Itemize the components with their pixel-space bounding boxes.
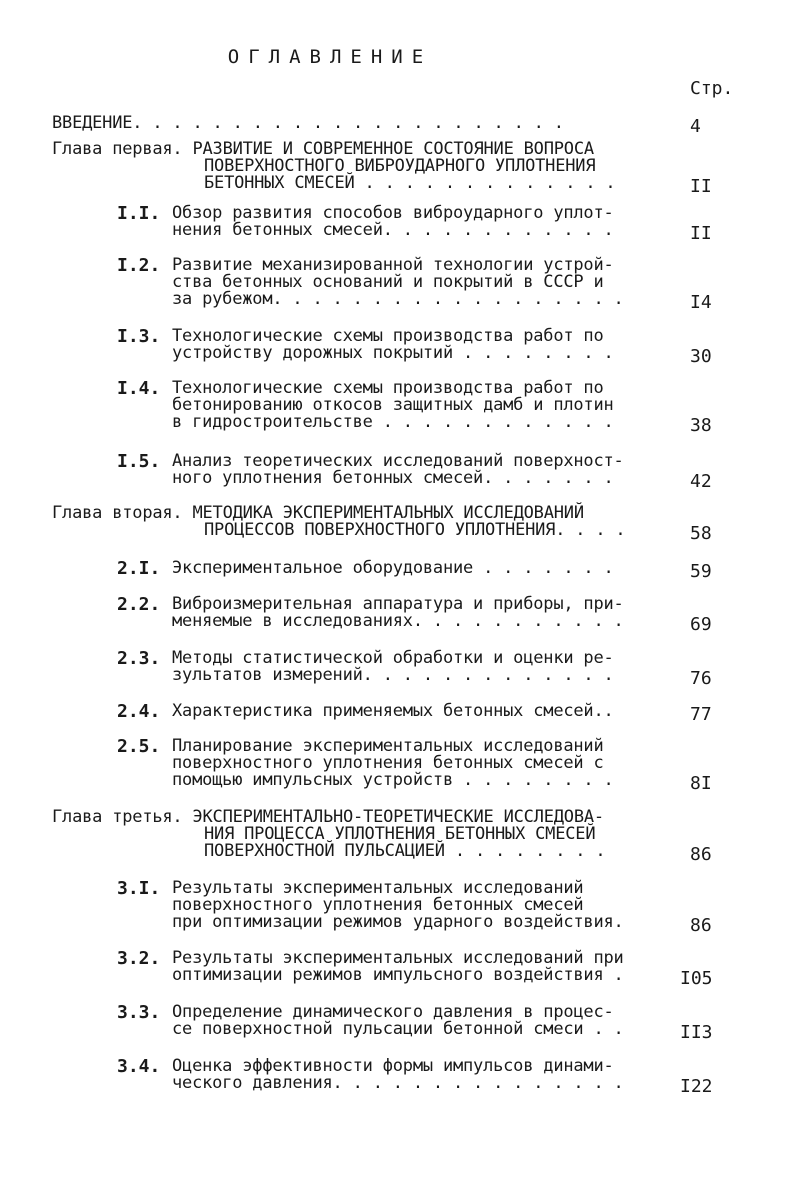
page-number: I4: [690, 292, 712, 313]
section-number: I.I.: [117, 203, 161, 224]
page-number: II3: [680, 1022, 713, 1043]
page-number: 86: [690, 844, 712, 865]
entry-title-line: Определение динамического давления в процес-: [172, 1002, 614, 1022]
entry-title-line: устройству дорожных покрытий . . . . . . . .: [172, 343, 614, 363]
entry-title-line: меняемые в исследованиях. . . . . . . . . . .: [172, 611, 624, 631]
entry-title-line: ческого давления. . . . . . . . . . . . . . .: [172, 1073, 624, 1093]
entry-title-line: ПОВЕРХНОСТНОГО ВИБРОУДАРНОГО УПЛОТНЕНИЯ: [204, 156, 596, 176]
entry-title-line: Глава третья. ЭКСПЕРИМЕНТАЛЬНО-ТЕОРЕТИЧЕСКИЕ ИССЛЕДОВА-: [52, 807, 604, 827]
entry-title: [172, 560, 614, 577]
entry-title: [172, 880, 624, 931]
entry-title-line: при оптимизации режимов ударного воздействия.: [172, 912, 624, 932]
entry-title: [172, 738, 614, 789]
entry-title-line: ВВЕДЕНИЕ. . . . . . . . . . . . . . . . . . . . . .: [52, 113, 564, 133]
page-number: 42: [690, 471, 712, 492]
section-number: 2.3.: [117, 648, 161, 669]
page-number: 8I: [690, 773, 712, 794]
entry-title-line: ного уплотнения бетонных смесей. . . . . . .: [172, 468, 614, 488]
entry-title-line: БЕТОННЫХ СМЕСЕЙ . . . . . . . . . . . . .: [204, 173, 616, 193]
entry-title-line: зультатов измерений. . . . . . . . . . . . .: [172, 665, 614, 685]
entry-title-line: се поверхностной пульсации бетонной смеси . .: [172, 1019, 624, 1039]
entry-title: [172, 257, 624, 308]
entry-title: [172, 1004, 624, 1038]
section-number: I.5.: [117, 451, 161, 472]
entry-title-line: Развитие механизированной технологии устрой-: [172, 255, 614, 275]
entry-title-line: Виброизмерительная аппаратура и приборы, при-: [172, 594, 624, 614]
entry-title-line: Технологические схемы производства работ по: [172, 378, 604, 398]
entry-title: [172, 596, 624, 630]
page-number: 77: [690, 704, 712, 725]
entry-title: [172, 328, 614, 362]
section-number: 3.3.: [117, 1002, 161, 1023]
entry-title-line: Результаты экспериментальных исследований при: [172, 948, 624, 968]
page-number: 38: [690, 415, 712, 436]
entry-title-line: Методы статистической обработки и оценки ре-: [172, 648, 614, 668]
entry-title: [172, 205, 614, 239]
entry-title-line: ства бетонных оснований и покрытий в СССР и: [172, 272, 604, 292]
section-number: 2.4.: [117, 701, 161, 722]
page-number: II: [690, 223, 712, 244]
page-number: I05: [680, 968, 713, 989]
entry-title-line: ПОВЕРХНОСТНОЙ ПУЛЬСАЦИЕЙ . . . . . . . .: [204, 841, 606, 861]
section-number: 2.I.: [117, 558, 161, 579]
entry-title-line: оптимизации режимов импульсного воздействия .: [172, 965, 624, 985]
entry-title-line: Технологические схемы производства работ по: [172, 326, 604, 346]
page-number: 86: [690, 915, 712, 936]
page-number: 4: [690, 116, 701, 137]
entry-title: [172, 950, 624, 984]
entry-title-line: нения бетонных смесей. . . . . . . . . . . .: [172, 220, 614, 240]
entry-title-line: Анализ теоретических исследований поверхност-: [172, 451, 624, 471]
page-number: 58: [690, 523, 712, 544]
page-number: I22: [680, 1076, 713, 1097]
entry-title-line: ПРОЦЕССОВ ПОВЕРХНОСТНОГО УПЛОТНЕНИЯ. . . .: [204, 520, 626, 540]
entry-title: [172, 703, 614, 720]
entry-title-line: в гидростроительстве . . . . . . . . . . . .: [172, 412, 614, 432]
entry-title-line: бетонированию откосов защитных дамб и плотин: [172, 395, 614, 415]
entry-title-line: Оценка эффективности формы импульсов динами-: [172, 1056, 614, 1076]
entry-title-line: поверхностного уплотнения бетонных смесей: [172, 895, 584, 915]
entry-title: [52, 141, 615, 192]
section-number: 2.2.: [117, 594, 161, 615]
entry-title: [172, 650, 614, 684]
section-number: 3.I.: [117, 878, 161, 899]
page-number: 30: [690, 346, 712, 367]
entry-title: [172, 380, 614, 431]
section-number: 2.5.: [117, 736, 161, 757]
entry-title-line: НИЯ ПРОЦЕССА УПЛОТНЕНИЯ БЕТОННЫХ СМЕСЕЙ: [204, 824, 596, 844]
entry-title-line: Характеристика применяемых бетонных смесей..: [172, 701, 614, 721]
page-number: 59: [690, 561, 712, 582]
entry-title: [52, 115, 564, 132]
page-number: II: [690, 176, 712, 197]
entry-title-line: Глава первая. РАЗВИТИЕ И СОВРЕМЕННОЕ СОСТОЯНИЕ ВОПРОСА: [52, 139, 594, 159]
entry-title-line: Экспериментальное оборудование . . . . . . .: [172, 558, 614, 578]
section-number: I.4.: [117, 378, 161, 399]
entry-title-line: за рубежом. . . . . . . . . . . . . . . . . .: [172, 289, 624, 309]
entry-title: [172, 1058, 624, 1092]
entry-title-line: поверхностного уплотнения бетонных смесей с: [172, 753, 604, 773]
entry-title-line: Обзор развития способов виброударного уплот-: [172, 203, 614, 223]
entry-title: [52, 809, 605, 860]
page-column-header: Стр.: [690, 78, 734, 99]
entry-title-line: Результаты экспериментальных исследований: [172, 878, 584, 898]
entry-title-line: Глава вторая. МЕТОДИКА ЭКСПЕРИМЕНТАЛЬНЫХ ИССЛЕДОВАНИЙ: [52, 503, 584, 523]
entry-title-line: помощью импульсных устройств . . . . . . . .: [172, 770, 614, 790]
entry-title: [52, 505, 625, 539]
page-title: ОГЛАВЛЕНИЕ: [227, 46, 433, 68]
page-number: 76: [690, 668, 712, 689]
section-number: 3.4.: [117, 1056, 161, 1077]
section-number: I.2.: [117, 255, 161, 276]
section-number: I.3.: [117, 326, 161, 347]
entry-title-line: Планирование экспериментальных исследований: [172, 736, 604, 756]
section-number: 3.2.: [117, 948, 161, 969]
entry-title: [172, 453, 624, 487]
page-number: 69: [690, 614, 712, 635]
